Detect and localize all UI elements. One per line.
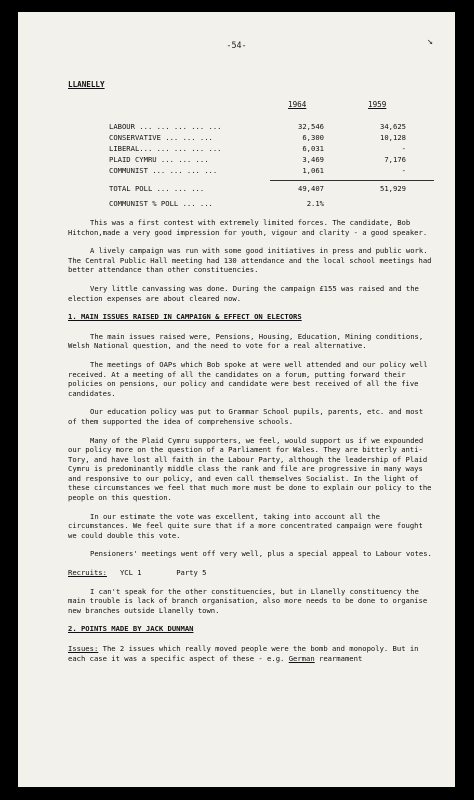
result-row-label: COMMUNIST % POLL ... ... [109,199,213,208]
paragraph: A lively campaign was run with some good initiatives in press and public work. The Central Public Hall meeting had 130 attendance and the local school meetings had better attendance than other constituencies. [68,246,432,275]
result-row-1964: 2.1% [306,199,324,208]
paragraph: The main issues raised were, Pensions, Housing, Education, Mining conditions, Welsh National question, and the need to vote for a real alternative. [68,331,424,351]
paragraph: The meetings of OAPs which Bob spoke at were well attended and our policy well received. At a meeting of all the candidates on a forum, putting forward their policies on pensions, our policy and candidate were best received of all the five candidates. [68,359,428,398]
result-row-1964: 6,031 [302,144,324,153]
document-page [18,12,455,787]
paragraph: Very little canvassing was done. During the campaign £155 was raised and the election expenses are about cleared now. [68,283,419,303]
column-header-1964: 1964 [288,100,307,109]
result-row-1964: 6,300 [302,133,324,142]
recruits-ycl: YCL 1 [119,568,142,578]
result-row-1959: 34,625 [380,122,406,131]
issues-text-end: rearmament [319,653,363,663]
total-divider-line [270,180,434,181]
paragraph: This was a first contest with extremely limited forces. The candidate, Bob Hitchon,made a very good impression for youth, vigour and clarity - a good speaker. [68,218,428,237]
report-body [68,218,433,672]
result-row-label: LIBERAL... ... ... ... ... [109,144,222,153]
recruits-label: Recruits: [68,568,107,578]
issues-text: The 2 issues which really moved people were the bomb and monopoly. But in each case it was a specific aspect of these - e.g. [68,644,419,663]
result-row-label: PLAID CYMRU ... ... ... [109,155,209,164]
result-row-1959: 51,929 [380,184,406,193]
result-row-label: COMMUNIST ... ... ... ... [109,166,218,175]
recruits-row [68,568,433,578]
result-row-1959: 7,176 [384,155,406,164]
section-heading-dunman: 2. POINTS MADE BY JACK DUNMAN [68,624,194,634]
result-row-1964: 32,546 [298,122,324,131]
page-number: -54- [226,40,247,50]
constituency-title: LLANELLY [68,80,105,89]
result-row-label: CONSERVATIVE ... ... ... [109,133,213,142]
corner-mark: ↘ [426,36,433,47]
result-row-label: LABOUR ... ... ... ... ... [109,122,222,131]
paragraph: Pensioners' meetings went off very well, plus a special appeal to Labour votes. [90,549,432,559]
paragraph: I can't speak for the other constituencies, but in Llanelly constituency the main trouble is lack of branch organisation, also more needs to be done to organise new branches outside Llanelly town. [68,586,428,615]
result-row-1959: 10,128 [380,133,406,142]
result-row-1959: - [401,144,406,153]
paragraph: Our education policy was put to Grammar School pupils, parents, etc. and most of them supported the idea of comprehensive schools. [68,407,424,426]
result-row-1964: 3,469 [302,155,324,164]
section-heading-issues: 1. MAIN ISSUES RAISED IN CAMPAIGN & EFFECT ON ELECTORS [68,312,302,322]
result-row-1959: - [401,166,406,175]
issues-emphasis: German [288,653,315,663]
result-row-label: TOTAL POLL ... ... ... [109,184,205,193]
paragraph: Many of the Plaid Cymru supporters, we feel, would support us if we expounded our policy more on the question of a Parliament for Wales. They are bitterly anti-Tory, and have lost all faith in the Labour Party, although the leadership of Plaid Cymru is predominantly middle class the rank and file are progressive in many ways and responsive to our policy, and even call themselves Socialist. In the light of these circumstances we feel that much more must be done to explain our policy to the people on this question. [68,435,432,503]
issues-paragraph [68,644,433,663]
result-row-1964: 49,407 [298,184,324,193]
column-header-1959: 1959 [368,100,387,109]
recruits-party: Party 5 [176,568,207,578]
paragraph: In our estimate the vote was excellent, taking into account all the circumstances. We feel quite sure that if a more concentrated campaign were fought we could double this vote. [68,511,423,540]
result-row-1964: 1,061 [302,166,324,175]
issues-label: Issues: [68,644,99,653]
